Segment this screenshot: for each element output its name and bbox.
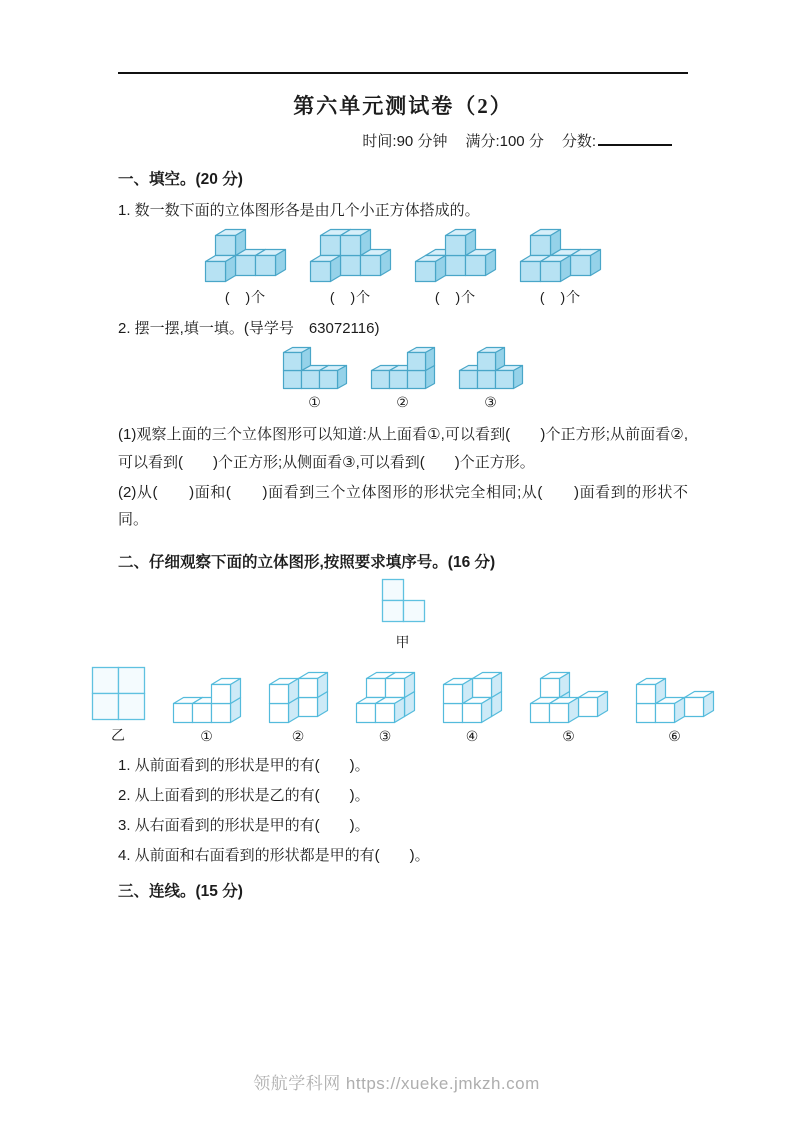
q2-cube-figure-1-drawing xyxy=(282,346,348,390)
q2-cube-figures-row xyxy=(118,346,688,411)
score-blank-line xyxy=(598,130,672,146)
q1-cube-figure-2-label: ( )个 xyxy=(329,289,372,305)
section2-line-4: 4. 从前面和右面看到的形状都是甲的有( )。 xyxy=(118,847,430,864)
q1-cube-figure-3 xyxy=(414,228,497,307)
q1-cube-figure-3-drawing xyxy=(414,228,497,283)
section2-line-3: 3. 从右面看到的形状是甲的有( )。 xyxy=(118,817,370,834)
score-label: 分数: xyxy=(561,133,596,150)
section3-heading: 三、连线。(15 分) xyxy=(118,883,243,900)
q2-cube-figure-1 xyxy=(282,346,348,411)
section2-cube-figure-2-label: ② xyxy=(291,728,306,744)
question2-text: 2. 摆一摆,填一填。(导学号 63072116) xyxy=(118,320,380,337)
q1-cube-figure-4-label: ( )个 xyxy=(539,289,582,305)
yi-flat-figure-label: 乙 xyxy=(111,727,126,743)
q2-cube-figure-1-label: ① xyxy=(308,394,322,410)
yi-flat-figure-drawing xyxy=(91,666,146,721)
top-rule xyxy=(118,72,688,74)
q1-cube-figure-4-drawing xyxy=(519,228,602,283)
section2-cube-figure-2-drawing xyxy=(268,671,329,724)
section2-cube-figure-1-label: ① xyxy=(200,728,214,744)
q1-cube-figure-1-drawing xyxy=(204,228,287,283)
q1-cube-figure-1 xyxy=(204,228,287,307)
section2-cube-figure-5-label: ⑤ xyxy=(562,728,576,744)
q2-cube-figure-2-drawing xyxy=(370,346,436,390)
section2-cube-figure-6-label: ⑥ xyxy=(668,728,682,744)
section2-line-2: 2. 从上面看到的形状是乙的有( )。 xyxy=(118,787,370,804)
jia-figure-label: 甲 xyxy=(395,634,411,650)
section2-cube-figure-3-label: ③ xyxy=(378,728,393,744)
watermark-text: 领航学科网 https://xueke.jmkzh.com xyxy=(253,1074,540,1093)
section2-cube-figure-3-drawing xyxy=(355,671,416,724)
q1-cube-figure-1-label: ( )个 xyxy=(224,289,267,305)
section2-cube-figure-2 xyxy=(268,671,329,745)
section2-cube-figure-4-label: ④ xyxy=(465,728,480,744)
q2-cube-figure-2-label: ② xyxy=(396,394,410,410)
section2-figures-row xyxy=(111,666,688,745)
q1-cube-figures-row xyxy=(118,228,688,307)
exam-info-line xyxy=(118,130,688,151)
q1-cube-figure-2-drawing xyxy=(309,228,392,283)
page-title: 第六单元测试卷（2） xyxy=(293,94,513,118)
q2-cube-figure-3 xyxy=(458,346,524,411)
q1-cube-figure-2 xyxy=(309,228,392,307)
section1-heading: 一、填空。(20 分) xyxy=(118,171,243,188)
q2-cube-figure-2 xyxy=(370,346,436,411)
section2-line-1: 1. 从前面看到的形状是甲的有( )。 xyxy=(118,757,370,774)
jia-flat-figure xyxy=(381,578,426,628)
section2-heading: 二、仔细观察下面的立体图形,按照要求填序号。(16 分) xyxy=(118,554,496,571)
q2-subquestion-2: (2)从( )面和( )面看到三个立体图形的形状完全相同;从( )面看到的形状不同。 xyxy=(118,483,688,529)
section2-cube-figure-6 xyxy=(635,677,715,745)
section2-cube-figure-6-drawing xyxy=(635,677,715,724)
yi-flat-figure xyxy=(91,666,146,745)
section2-cube-figure-1-drawing xyxy=(172,677,242,724)
section2-cube-figure-4 xyxy=(442,671,503,745)
q1-cube-figure-3-label: ( )个 xyxy=(434,289,477,305)
section2-cube-figure-5-drawing xyxy=(529,671,609,724)
section2-cube-figure-4-drawing xyxy=(442,671,503,724)
jia-figure-block xyxy=(118,578,688,652)
time-label: 时间:90 分钟 xyxy=(362,133,448,150)
full-score-label: 满分:100 分 xyxy=(465,133,544,150)
section2-cube-figure-3 xyxy=(355,671,416,745)
q2-cube-figure-3-label: ③ xyxy=(484,394,498,410)
section2-cube-figure-1 xyxy=(172,677,242,745)
question1-text: 1. 数一数下面的立体图形各是由几个小正方体搭成的。 xyxy=(118,202,480,219)
q2-subquestion-1: (1)观察上面的三个立体图形可以知道:从上面看①,可以看到( )个正方形;从前面看②,可以看到( )个正方形;从侧面看③,可以看到( )个正方形。 xyxy=(118,426,688,471)
q2-cube-figure-3-drawing xyxy=(458,346,524,390)
q1-cube-figure-4 xyxy=(519,228,602,307)
section2-cube-figure-5 xyxy=(529,671,609,745)
